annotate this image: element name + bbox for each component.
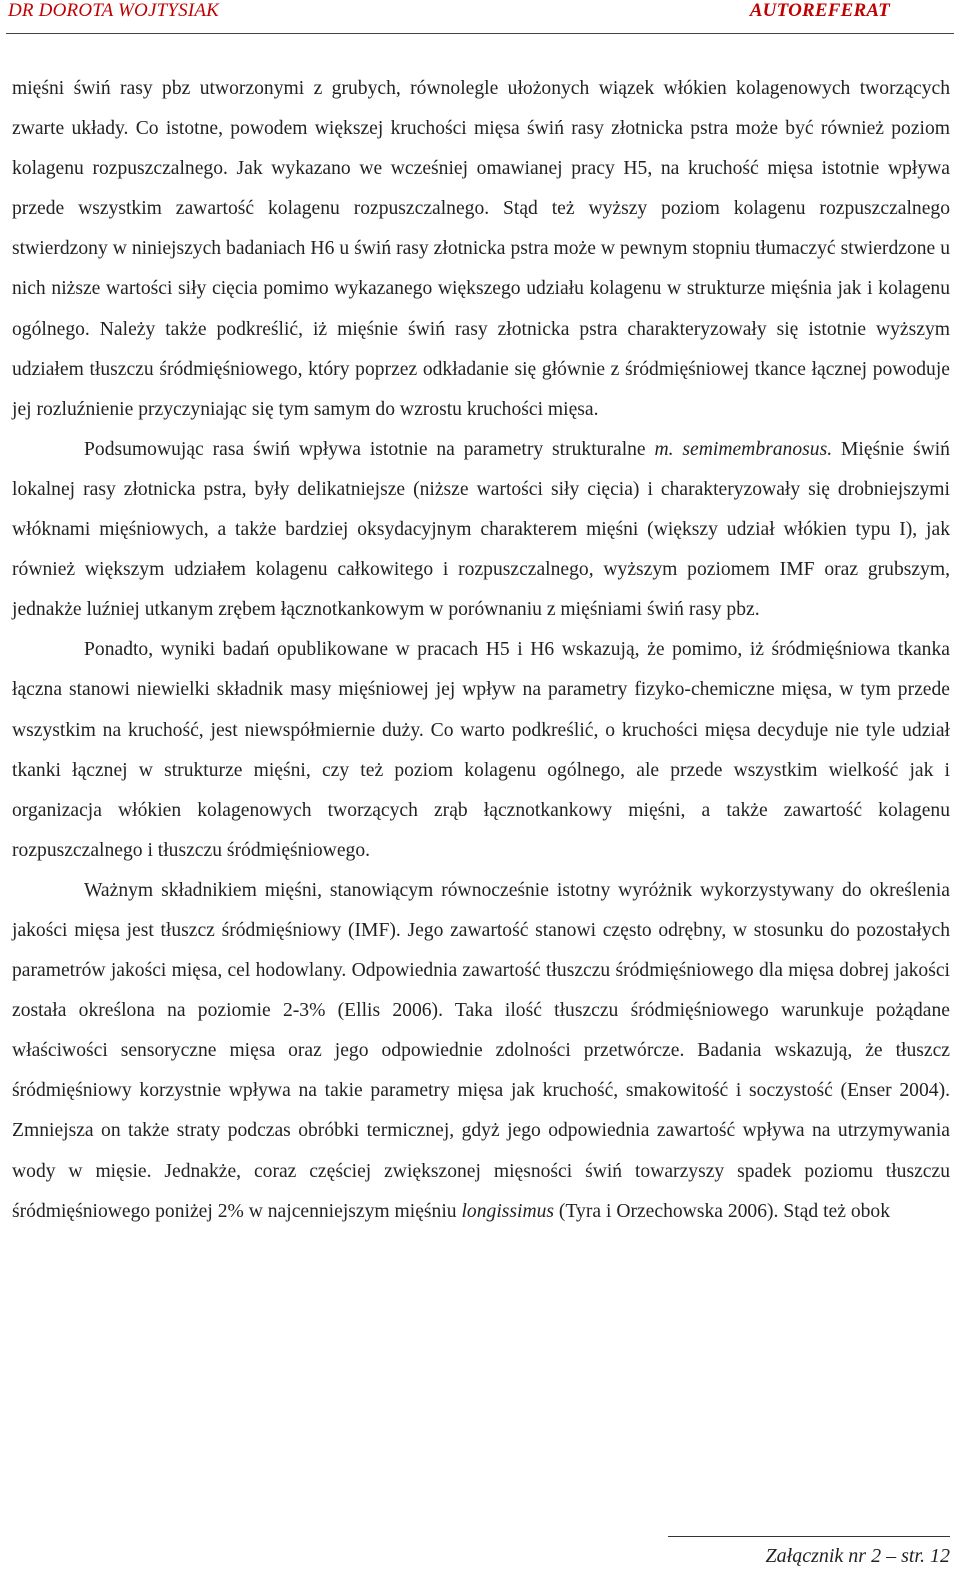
header-author: DR DOROTA WOJTYSIAK [8,0,220,21]
page-header [0,0,960,36]
italic-term: m. semimembranosus. [654,438,833,460]
paragraph [12,871,950,1232]
bold-reference: H5 [485,639,510,661]
bold-reference: H5 [623,158,648,180]
text-run: Ponadto, wyniki badań opublikowane w pracach [84,639,486,661]
italic-term: longissimus [461,1200,555,1222]
text-run: , na kruchość mięsa istotnie wpływa przede wszystkim zawartość kolagenu rozpuszczalnego. Stąd też wyższy poziom kolagenu rozpuszczalnego stwierdzony w niniejszych badaniach [12,158,950,260]
text-run: wskazują, że pomimo, iż śródmięśniowa tkanka łączna stanowi niewielki składnik masy mięśniowej jej wpływ na parametry fizyko-chemiczne mięsa, w tym przede wszystkim na kruchość, jest niewspółmiernie duży. Co warto podkreślić, o kruchości mięsa decyduje nie tyle udział tkanki łącznej w strukturze mięśni, czy też poziom kolagenu ogólnego, ale przede wszystkim wielkość jak i organizacja włókien kolagenowych tworzących zrąb łącznotkankowy mięśni, a także zawartość kolagenu rozpuszczalnego i tłuszczu śródmięśniowego. [12,639,950,861]
header-doc-type: AUTOREFERAT [749,0,890,21]
footer-rule [668,1536,950,1537]
text-run: Podsumowując rasa świń wpływa istotnie na parametry strukturalne [84,438,655,460]
paragraph [12,430,950,630]
paragraph [12,69,950,430]
text-run: i [509,639,531,661]
bold-reference: H6 [530,639,555,661]
bold-reference: H6 [310,238,335,260]
text-run: u świń rasy złotnicka pstra może w pewnym stopniu tłumaczyć stwierdzone u nich niższe wartości siły cięcia pomimo wykazanego większego udziału kolagenu w strukturze mięśnia jak i kolagenu ogólnego. Należy także podkreślić, iż mięśnie świń rasy złotnicka pstra charakteryzowały się istotnie wyższym udziałem tłuszczu śródmięśniowego, który poprzez odkładanie się głównie z śródmięśniowej tkance łącznej powoduje jej rozluźnienie przyczyniając się tym samym do wzrostu kruchości mięsa. [12,238,950,420]
paragraph [12,630,950,871]
body-text [12,69,950,1232]
text-run: (Tyra i Orzechowska 2006). Stąd też obok [554,1200,891,1222]
text-run: mięśni świń rasy pbz utworzonymi z grubych, równolegle ułożonych wiązek włókien kolagenowych tworzących zwarte układy. Co istotne, powodem większej kruchości mięsa świń rasy złotnicka pstra może być również poziom kolagenu rozpuszczalnego. Jak wykazano we wcześniej omawianej pracy [12,78,950,180]
text-run: Mięśnie świń lokalnej rasy złotnicka pstra, były delikatniejsze (niższe wartości siły cięcia) i charakteryzowały się drobniejszymi włóknami mięśniowych, a także bardziej oksydacyjnym charakterem mięśni (większy udział włókien typu I), jak również większym udziałem kolagenu całkowitego i rozpuszczalnego, wyższym poziomem IMF oraz grubszym, jednakże luźniej utkanym zrębem łącznotkankowym w porównaniu z mięśniami świń rasy pbz. [12,438,950,621]
header-rule [6,33,954,34]
text-run: Ważnym składnikiem mięśni, stanowiącym równocześnie istotny wyróżnik wykorzystywany do określenia jakości mięsa jest tłuszcz śródmięśniowy (IMF). Jego zawartość stanowi często odrębny, w stosunku do pozostałych parametrów jakości mięsa, cel hodowlany. Odpowiednia zawartość tłuszczu śródmięśniowego dla mięsa dobrej jakości została określona na poziomie 2-3% (Ellis 2006). Taka ilość tłuszczu śródmięśniowego warunkuje pożądane właściwości sensoryczne mięsa oraz jego odpowiednie zdolności przetwórcze. Badania wskazują, że tłuszcz śródmięśniowy korzystnie wpływa na takie parametry mięsa jak kruchość, smakowitość i soczystość (Enser 2004). Zmniejsza on także straty podczas obróbki termicznej, gdyż jego odpowiednia zawartość wpływa na utrzymywania wody w mięsie. Jednakże, coraz częściej zwiększonej mięsności świń towarzyszy spadek poziomu tłuszczu śródmięśniowego poniżej 2% w najcenniejszym mięśniu [12,879,950,1222]
footer-page-label: Załącznik nr 2 – str. 12 [765,1545,950,1567]
